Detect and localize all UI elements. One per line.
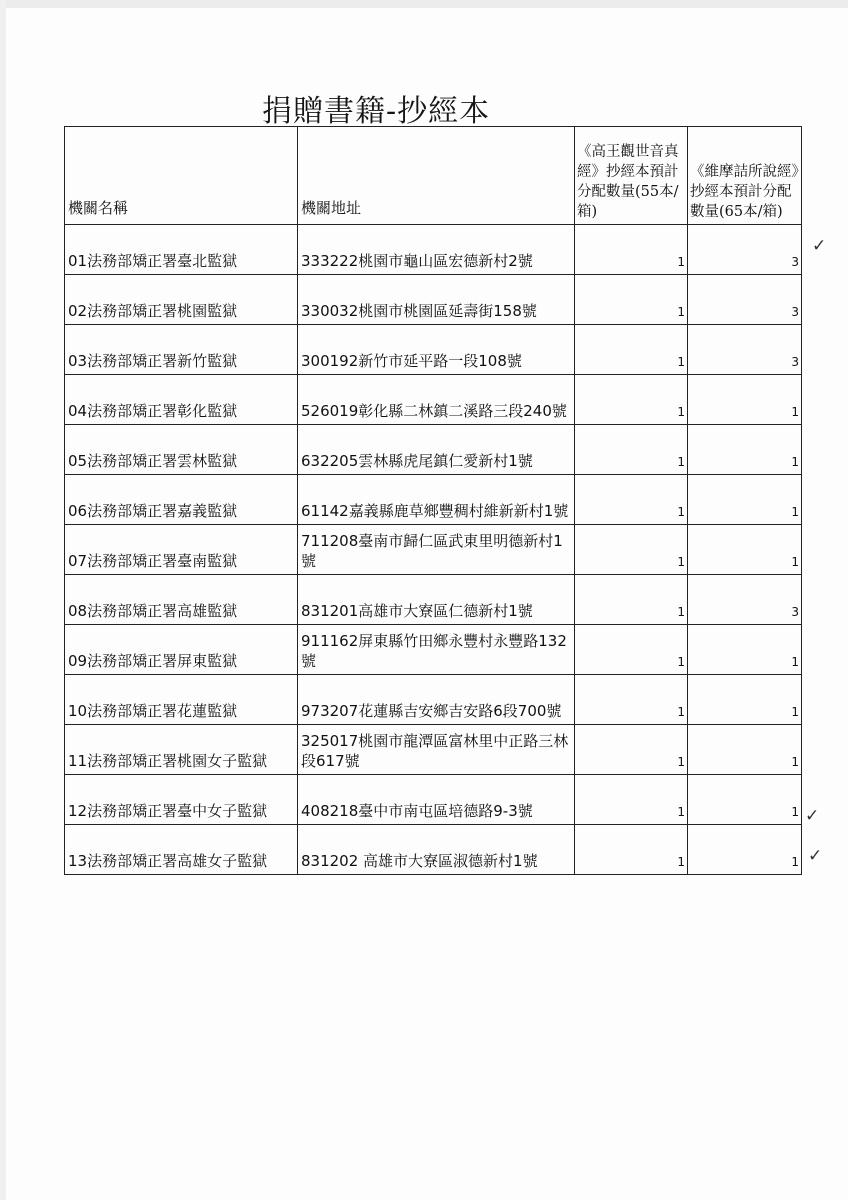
table-row <box>65 225 802 275</box>
allocation-table <box>64 126 802 875</box>
cell-name: 11法務部矯正署桃園女子監獄 <box>65 725 298 775</box>
cell-qty-weimojie: 3 <box>688 575 802 625</box>
table-row <box>65 825 802 875</box>
header-qty-weimojie: 《維摩詰所說經》抄經本預計分配數量(65本/箱) <box>688 127 802 225</box>
cell-qty-gaowang: 1 <box>575 725 688 775</box>
cell-qty-weimojie: 1 <box>688 775 802 825</box>
cell-name: 03法務部矯正署新竹監獄 <box>65 325 298 375</box>
cell-address: 711208臺南市歸仁區武東里明德新村1號 <box>298 525 575 575</box>
cell-qty-gaowang: 1 <box>575 475 688 525</box>
cell-qty-gaowang: 1 <box>575 425 688 475</box>
cell-name: 06法務部矯正署嘉義監獄 <box>65 475 298 525</box>
check-mark-row-12: ✓ <box>805 806 820 826</box>
cell-address: 632205雲林縣虎尾鎮仁愛新村1號 <box>298 425 575 475</box>
cell-address: 973207花蓮縣吉安鄉吉安路6段700號 <box>298 675 575 725</box>
cell-qty-weimojie: 3 <box>688 275 802 325</box>
cell-qty-weimojie: 3 <box>688 325 802 375</box>
cell-qty-weimojie: 3 <box>688 225 802 275</box>
cell-address: 831202 高雄市大寮區淑德新村1號 <box>298 825 575 875</box>
cell-qty-weimojie: 1 <box>688 725 802 775</box>
header-qty-gaowang: 《高王觀世音真經》抄經本預計分配數量(55本/箱) <box>575 127 688 225</box>
cell-qty-gaowang: 1 <box>575 375 688 425</box>
table-row <box>65 625 802 675</box>
header-name: 機關名稱 <box>65 127 298 225</box>
header-address: 機關地址 <box>298 127 575 225</box>
cell-address: 911162屏東縣竹田鄉永豐村永豐路132號 <box>298 625 575 675</box>
cell-address: 831201高雄市大寮區仁德新村1號 <box>298 575 575 625</box>
table-header-row <box>65 127 802 225</box>
cell-name: 09法務部矯正署屏東監獄 <box>65 625 298 675</box>
cell-name: 01法務部矯正署臺北監獄 <box>65 225 298 275</box>
cell-qty-weimojie: 1 <box>688 525 802 575</box>
scan-edge-left <box>0 0 6 1200</box>
table-row <box>65 725 802 775</box>
table-row <box>65 375 802 425</box>
cell-name: 10法務部矯正署花蓮監獄 <box>65 675 298 725</box>
cell-qty-weimojie: 1 <box>688 475 802 525</box>
check-mark-row-13: ✓ <box>808 846 823 866</box>
document-title: 捐贈書籍-抄經本 <box>262 94 491 129</box>
cell-qty-weimojie: 1 <box>688 375 802 425</box>
cell-address: 330032桃園市桃園區延壽街158號 <box>298 275 575 325</box>
cell-name: 04法務部矯正署彰化監獄 <box>65 375 298 425</box>
cell-qty-gaowang: 1 <box>575 675 688 725</box>
scan-edge-top <box>0 0 848 8</box>
cell-qty-gaowang: 1 <box>575 525 688 575</box>
cell-name: 12法務部矯正署臺中女子監獄 <box>65 775 298 825</box>
table-row <box>65 575 802 625</box>
table-row <box>65 675 802 725</box>
cell-name: 08法務部矯正署高雄監獄 <box>65 575 298 625</box>
table-row <box>65 525 802 575</box>
cell-address: 300192新竹市延平路一段108號 <box>298 325 575 375</box>
cell-qty-gaowang: 1 <box>575 575 688 625</box>
cell-qty-weimojie: 1 <box>688 825 802 875</box>
table-row <box>65 275 802 325</box>
table-row <box>65 775 802 825</box>
cell-qty-gaowang: 1 <box>575 825 688 875</box>
cell-qty-weimojie: 1 <box>688 425 802 475</box>
cell-name: 07法務部矯正署臺南監獄 <box>65 525 298 575</box>
cell-qty-weimojie: 1 <box>688 625 802 675</box>
cell-name: 02法務部矯正署桃園監獄 <box>65 275 298 325</box>
table-row <box>65 425 802 475</box>
cell-qty-gaowang: 1 <box>575 775 688 825</box>
cell-name: 13法務部矯正署高雄女子監獄 <box>65 825 298 875</box>
cell-address: 333222桃園市龜山區宏德新村2號 <box>298 225 575 275</box>
cell-qty-gaowang: 1 <box>575 625 688 675</box>
cell-qty-gaowang: 1 <box>575 225 688 275</box>
cell-qty-gaowang: 1 <box>575 325 688 375</box>
cell-qty-weimojie: 1 <box>688 675 802 725</box>
table-row <box>65 475 802 525</box>
cell-address: 61142嘉義縣鹿草鄉豐稠村維新新村1號 <box>298 475 575 525</box>
cell-name: 05法務部矯正署雲林監獄 <box>65 425 298 475</box>
cell-address: 325017桃園市龍潭區富林里中正路三林段617號 <box>298 725 575 775</box>
cell-address: 408218臺中市南屯區培德路9-3號 <box>298 775 575 825</box>
check-mark-row-01: ✓ <box>812 236 827 256</box>
cell-qty-gaowang: 1 <box>575 275 688 325</box>
cell-address: 526019彰化縣二林鎮二溪路三段240號 <box>298 375 575 425</box>
table-row <box>65 325 802 375</box>
